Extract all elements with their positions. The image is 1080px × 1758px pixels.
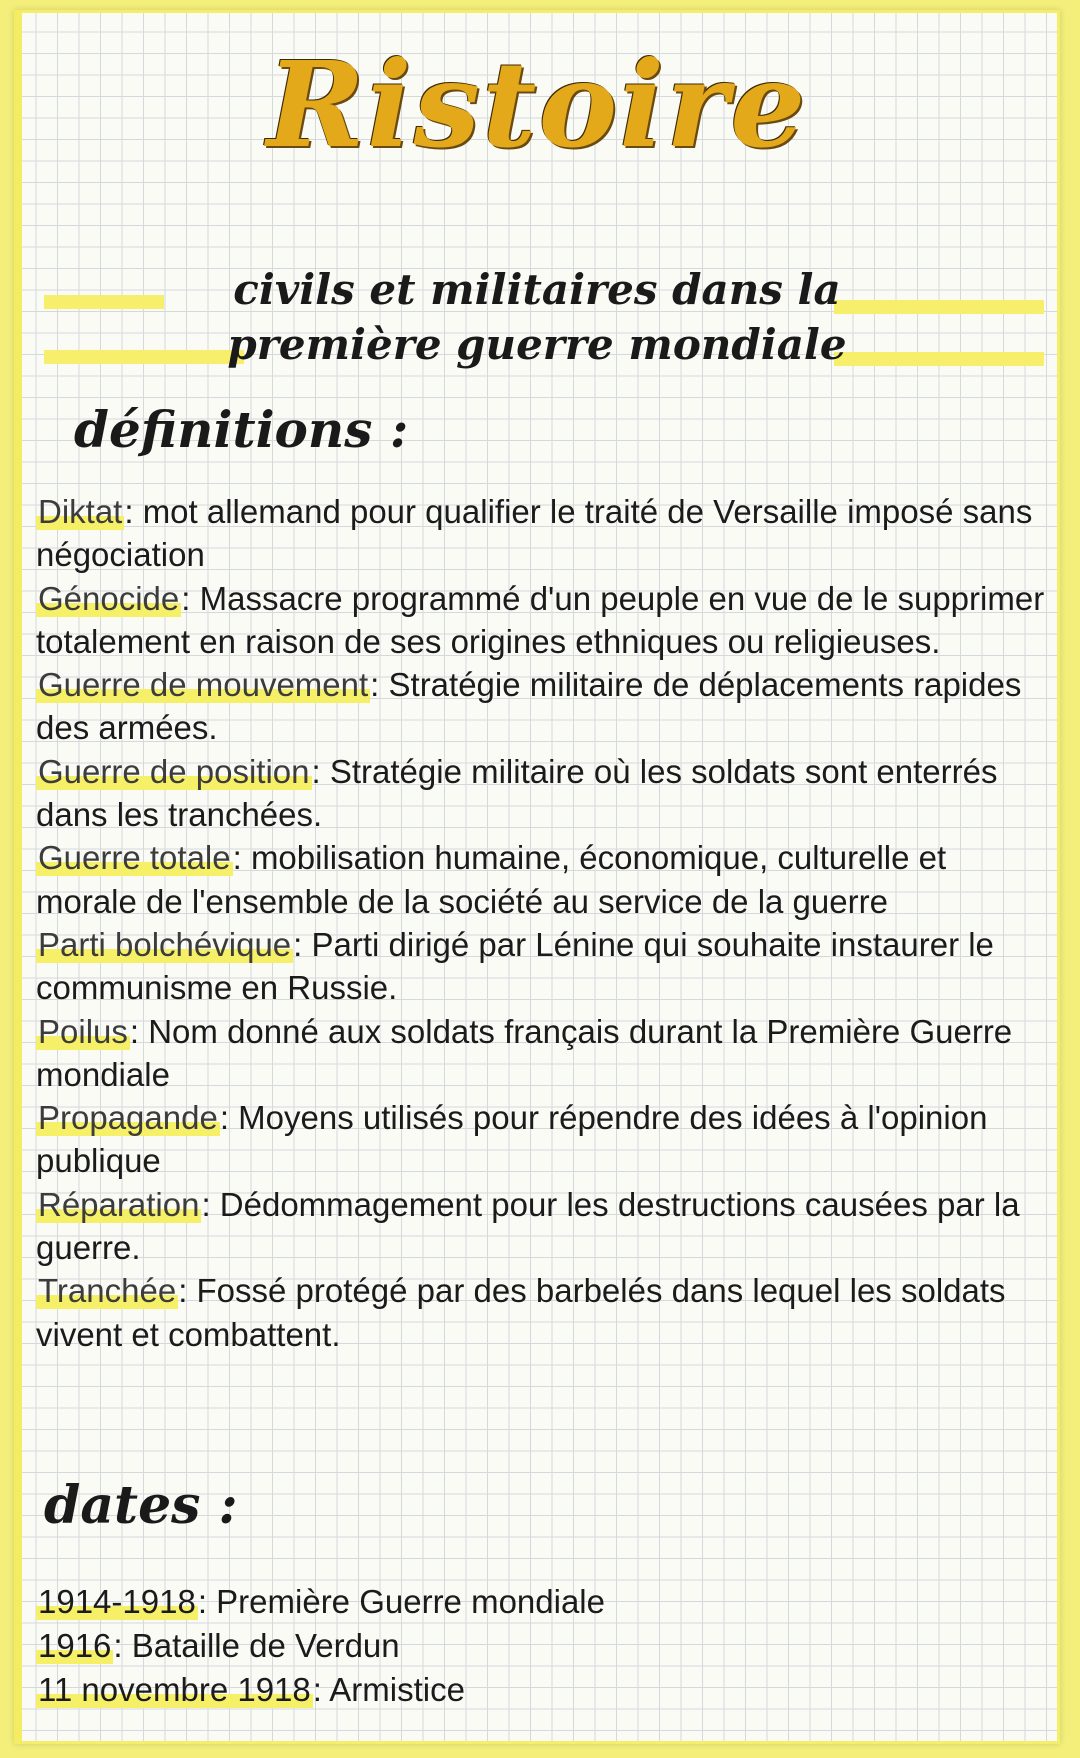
date-item <box>36 1580 1046 1624</box>
date-text: : Bataille de Verdun <box>113 1627 400 1664</box>
definition-term: Propagande <box>38 1099 218 1137</box>
definition-item <box>36 1269 1046 1356</box>
definition-term: Guerre de position <box>38 752 310 790</box>
definition-term: Parti bolchévique <box>38 925 292 963</box>
definition-item <box>36 1096 1046 1183</box>
definition-term: Guerre totale <box>38 839 231 877</box>
definition-term: Diktat <box>38 493 123 530</box>
date-value: 11 novembre 1918 <box>38 1671 311 1708</box>
definition-text: : Fossé protégé par des barbelés dans lequel les soldats vivent et combattent. <box>36 1272 1006 1353</box>
date-item <box>36 1624 1046 1668</box>
definitions-heading: définitions : <box>74 400 409 459</box>
definition-text: : Moyens utilisés pour répendre des idées à l'opinion publique <box>36 1099 988 1180</box>
date-text: : Première Guerre mondiale <box>197 1583 605 1620</box>
notebook-page <box>14 10 1060 1744</box>
subtitle-line-2: première guerre mondiale <box>227 320 847 369</box>
definition-term: Génocide <box>38 579 180 617</box>
definition-text: : Massacre programmé d'un peuple en vue de le supprimer totalement en raison de ses origines ethniques ou religieuses. <box>36 579 1045 660</box>
definition-text: : Nom donné aux soldats français durant la Première Guerre mondiale <box>36 1012 1013 1093</box>
dates-heading: dates : <box>44 1475 238 1536</box>
definition-item <box>36 923 1046 1010</box>
definition-term: Réparation <box>38 1185 200 1223</box>
definitions-list <box>36 490 1046 1356</box>
definition-text: : Stratégie militaire de déplacements rapides des armées. <box>36 666 1022 747</box>
date-value: 1914-1918 <box>38 1583 196 1620</box>
definition-item <box>36 1010 1046 1097</box>
definition-item <box>36 663 1046 750</box>
date-value: 1916 <box>38 1627 112 1664</box>
definition-text: : mot allemand pour qualifier le traité de Versaille imposé sans négociation <box>36 493 1033 574</box>
definition-term: Poilus <box>38 1012 128 1050</box>
definition-term: Guerre de mouvement <box>38 666 369 704</box>
definition-item <box>36 836 1046 923</box>
definition-item <box>36 750 1046 837</box>
dates-list <box>36 1580 1046 1712</box>
definition-item <box>36 1183 1046 1270</box>
definition-item <box>36 577 1046 664</box>
date-item <box>36 1668 1046 1712</box>
definition-text: : Parti dirigé par Lénine qui souhaite instaurer le communisme en Russie. <box>36 925 994 1007</box>
definition-text: : Dédommagement pour les destructions causées par la guerre. <box>36 1185 1020 1267</box>
subtitle-line-1: civils et militaires dans la <box>233 265 841 314</box>
date-text: : Armistice <box>312 1671 465 1708</box>
definition-text: : Stratégie militaire où les soldats sont enterrés dans les tranchées. <box>36 752 998 834</box>
definition-term: Tranchée <box>38 1272 177 1310</box>
definition-text: : mobilisation humaine, économique, culturelle et morale de l'ensemble de la société au service de la guerre <box>36 839 947 920</box>
page-title: Ristoire <box>266 35 808 174</box>
definition-item <box>36 490 1046 577</box>
